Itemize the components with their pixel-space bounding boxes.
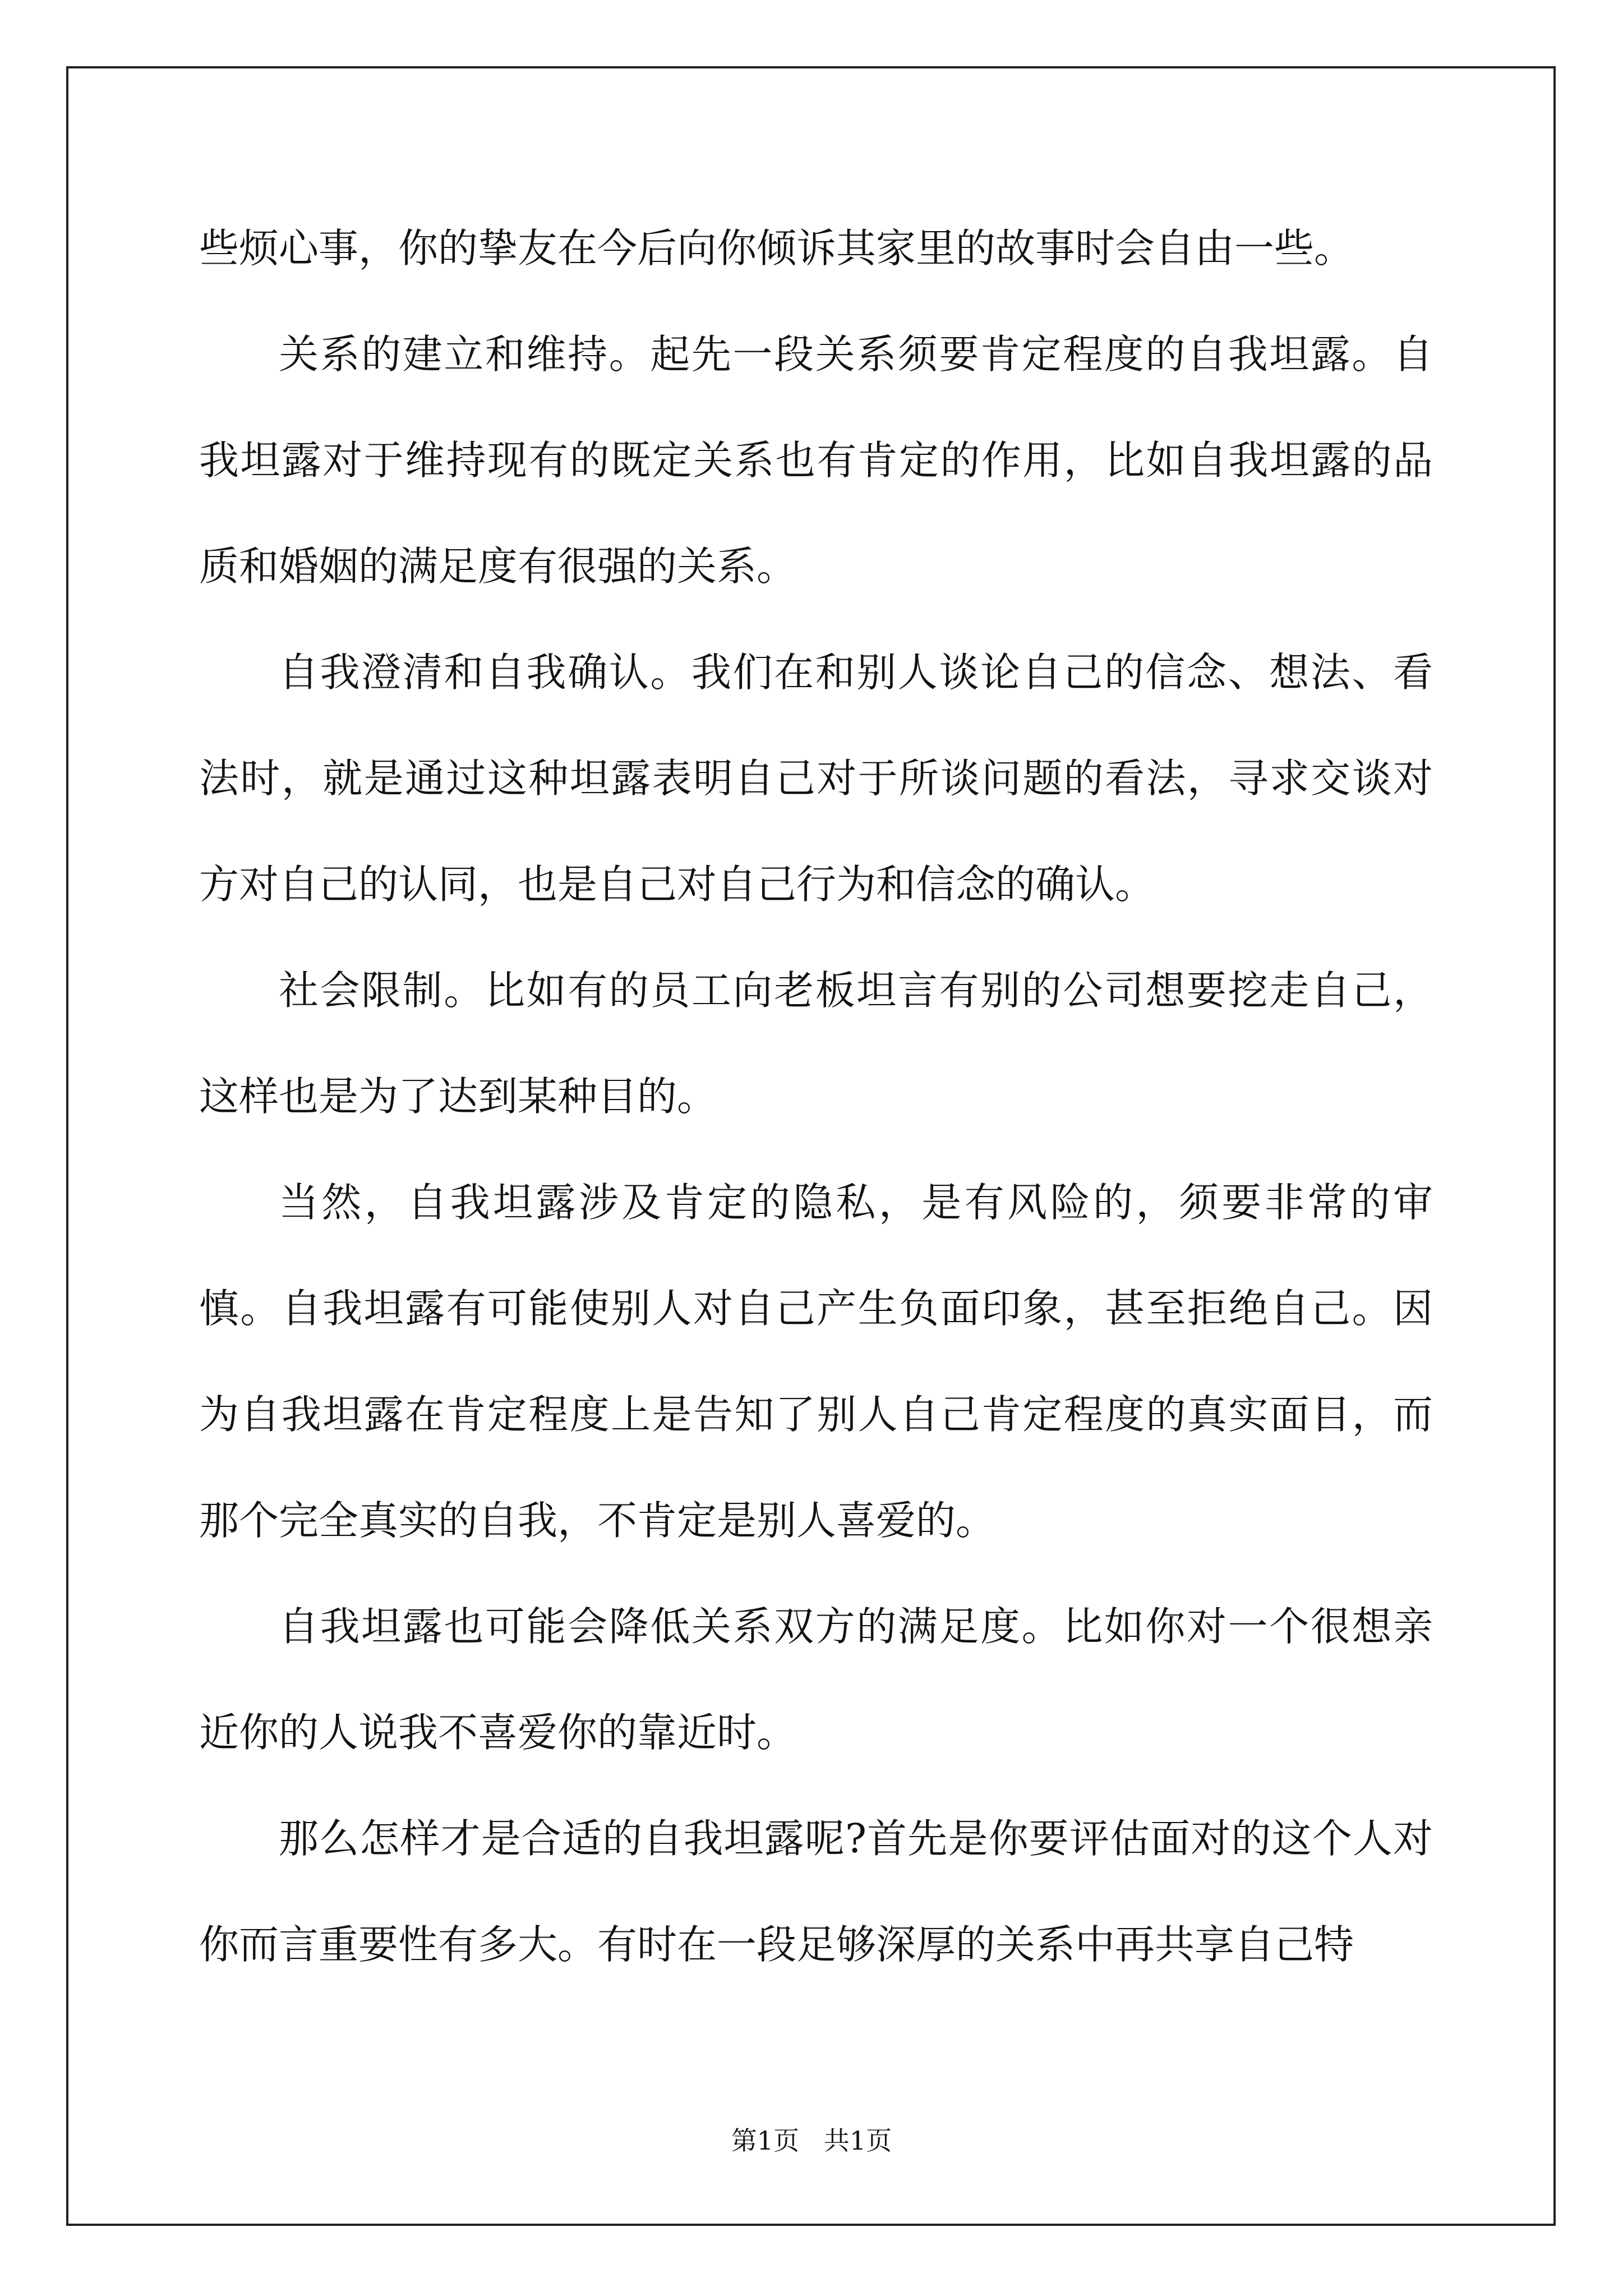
paragraph-1: 些烦心事，你的挚友在今后向你倾诉其家里的故事时会自由一些。	[199, 225, 1354, 272]
page-footer: 第1页 共1页	[731, 2125, 892, 2156]
paragraph-7: 那么怎样才是合适的自我坦露呢?首先是你要评估面对的这个人对你而言重要性有多大。有时在一段足够深厚的关系中再共享自己特	[199, 1815, 1433, 1968]
paragraph-6: 自我坦露也可能会降低关系双方的满足度。比如你对一个很想亲近你的人说我不喜爱你的靠近时。	[199, 1603, 1433, 1756]
paragraph-5: 当然，自我坦露涉及肯定的隐私，是有风险的，须要非常的审慎。自我坦露有可能使别人对自己产生负面印象，甚至拒绝自己。因为自我坦露在肯定程度上是告知了别人自己肯定程度的真实面目，而那个完全真实的自我，不肯定是别人喜爱的。	[199, 1179, 1433, 1544]
paragraph-3: 自我澄清和自我确认。我们在和别人谈论自己的信念、想法、看法时，就是通过这种坦露表明自己对于所谈问题的看法，寻求交谈对方对自己的认同，也是自己对自己行为和信念的确认。	[199, 649, 1433, 908]
document-body	[199, 195, 1433, 1998]
paragraph-4: 社会限制。比如有的员工向老板坦言有别的公司想要挖走自己，这样也是为了达到某种目的。	[199, 967, 1433, 1120]
paragraph-2: 关系的建立和维持。起先一段关系须要肯定程度的自我坦露。自我坦露对于维持现有的既定关系也有肯定的作用，比如自我坦露的品质和婚姻的满足度有很强的关系。	[199, 331, 1433, 590]
